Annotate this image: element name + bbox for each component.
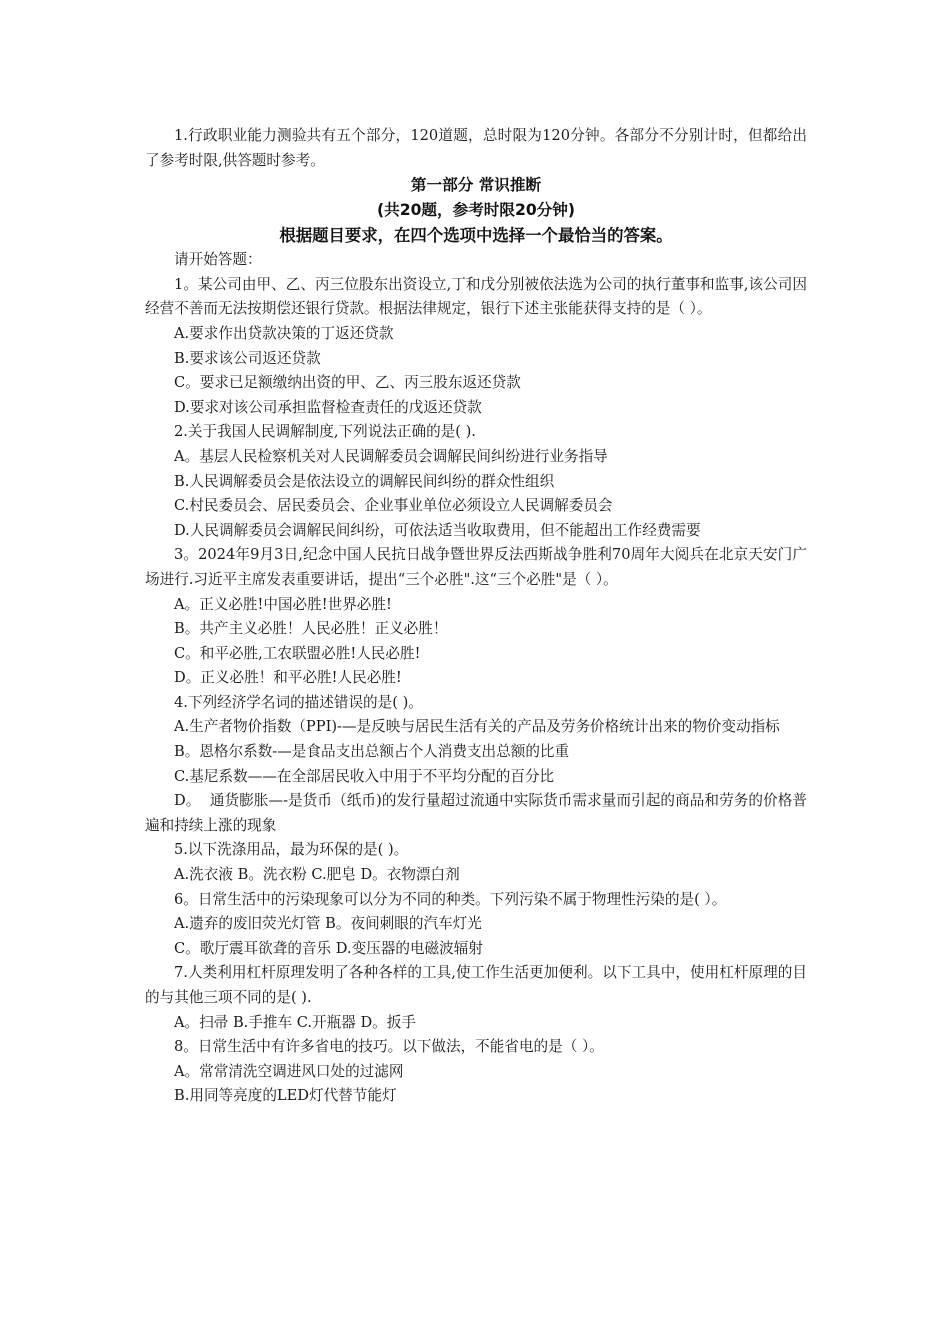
option-a: A。正义必胜!中国必胜!世界必胜!	[174, 595, 392, 613]
question-stem: 4.下列经济学名词的描述错误的是( )。	[174, 693, 423, 711]
option-c: C。和平必胜,工农联盟必胜!人民必胜!	[174, 644, 421, 662]
section-subtitle: (共20题，参考时限20分钟)	[377, 201, 575, 220]
question-stem: 3。2024年9月3日,纪念中国人民抗日战争暨世界反法西斯战争胜利70周年大阅兵在北京天安门广场进行.习近平主席发表重要讲话，提出“三个必胜".这“三个必胜"是（ ）。	[145, 546, 807, 588]
option-a: A。常常清洗空调进风口处的过滤网	[174, 1062, 404, 1080]
question-1	[145, 273, 807, 421]
option-b: B.用同等亮度的LED灯代替节能灯	[174, 1087, 397, 1105]
section-instruction: 根据题目要求，在四个选项中选择一个最恰当的答案。	[279, 226, 673, 246]
option-a: A.生产者物价指数（PPI)-—是反映与居民生活有关的产品及劳务价格统计出来的物价变动指标	[174, 718, 780, 736]
intro-paragraph: 1.行政职业能力测验共有五个部分，120道题，总时限为120分钟。各部分不分别计时，但都给出了参考时限,供答题时参考。	[145, 127, 807, 169]
question-stem: 2.关于我国人民调解制度,下列说法正确的是( ).	[174, 423, 476, 441]
option-d: D.人民调解委员会调解民间纠纷，可依法适当收取费用，但不能超出工作经费需要	[174, 521, 701, 539]
question-stem: 1。某公司由甲、乙、丙三位股东出资设立,丁和戊分别被依法选为公司的执行董事和监事,该公司因经营不善而无法按期偿还银行贷款。根据法律规定，银行下述主张能获得支持的是（ ）。	[145, 275, 807, 318]
question-stem: 7.人类利用杠杆原理发明了各种各样的工具,使工作生活更加便利。以下工具中，使用杠杆原理的目的与其他三项不同的是( ).	[145, 964, 807, 1006]
option-d: D。 通货膨胀—-是货币（纸币)的发行量超过流通中实际货币需求量而引起的商品和劳务的价格普遍和持续上涨的现象	[145, 792, 807, 834]
start-prompt: 请开始答题：	[174, 251, 262, 269]
option-c: C.基尼系数——在全部居民收入中用于不平均分配的百分比	[174, 767, 555, 785]
option-b: B.人民调解委员会是依法设立的调解民间纠纷的群众性组织	[174, 472, 555, 490]
question-5	[145, 838, 807, 887]
options-line: A.洗衣液 B。洗衣粉 C.肥皂 D。衣物漂白剂	[174, 866, 460, 884]
question-2	[145, 420, 807, 543]
option-d: D。正义必胜！和平必胜!人民必胜!	[174, 669, 402, 687]
options-line: C。歌厅震耳欲聋的音乐 D.变压器的电磁波辐射	[174, 939, 483, 957]
option-b: B。共产主义必胜！人民必胜！正义必胜！	[174, 620, 448, 638]
question-4	[145, 691, 807, 839]
options-line: A。扫帚 B.手推车 C.开瓶器 D。扳手	[174, 1013, 416, 1031]
question-stem: 5.以下洗涤用品，最为环保的是( )。	[174, 841, 409, 859]
question-7	[145, 961, 807, 1035]
question-3	[145, 543, 807, 691]
option-b: B.要求该公司返还贷款	[174, 349, 321, 367]
question-8	[145, 1035, 807, 1109]
question-stem: 6。日常生活中的污染现象可以分为不同的种类。下列污染不属于物理性污染的是( ）。	[174, 890, 727, 908]
option-c: C.村民委员会、居民委员会、企业事业单位必须设立人民调解委员会	[174, 497, 613, 515]
question-stem: 8。日常生活中有许多省电的技巧。以下做法，不能省电的是（ ）。	[174, 1038, 604, 1056]
option-a: A.要求作出贷款决策的丁返还贷款	[174, 324, 394, 342]
option-a: A。基层人民检察机关对人民调解委员会调解民间纠纷进行业务指导	[174, 447, 608, 465]
question-6	[145, 888, 807, 962]
option-b: B。恩格尔系数-—是食品支出总额占个人消费支出总额的比重	[174, 743, 570, 761]
option-c: C。要求已足额缴纳出资的甲、乙、丙三股东返还贷款	[174, 374, 521, 392]
options-line: A.遗弃的废旧荧光灯管 B。夜间刺眼的汽车灯光	[174, 915, 482, 933]
document-page	[145, 124, 807, 1109]
option-d: D.要求对该公司承担监督检查责任的戊返还贷款	[174, 398, 482, 416]
section-title: 第一部分 常识推断	[410, 176, 542, 195]
